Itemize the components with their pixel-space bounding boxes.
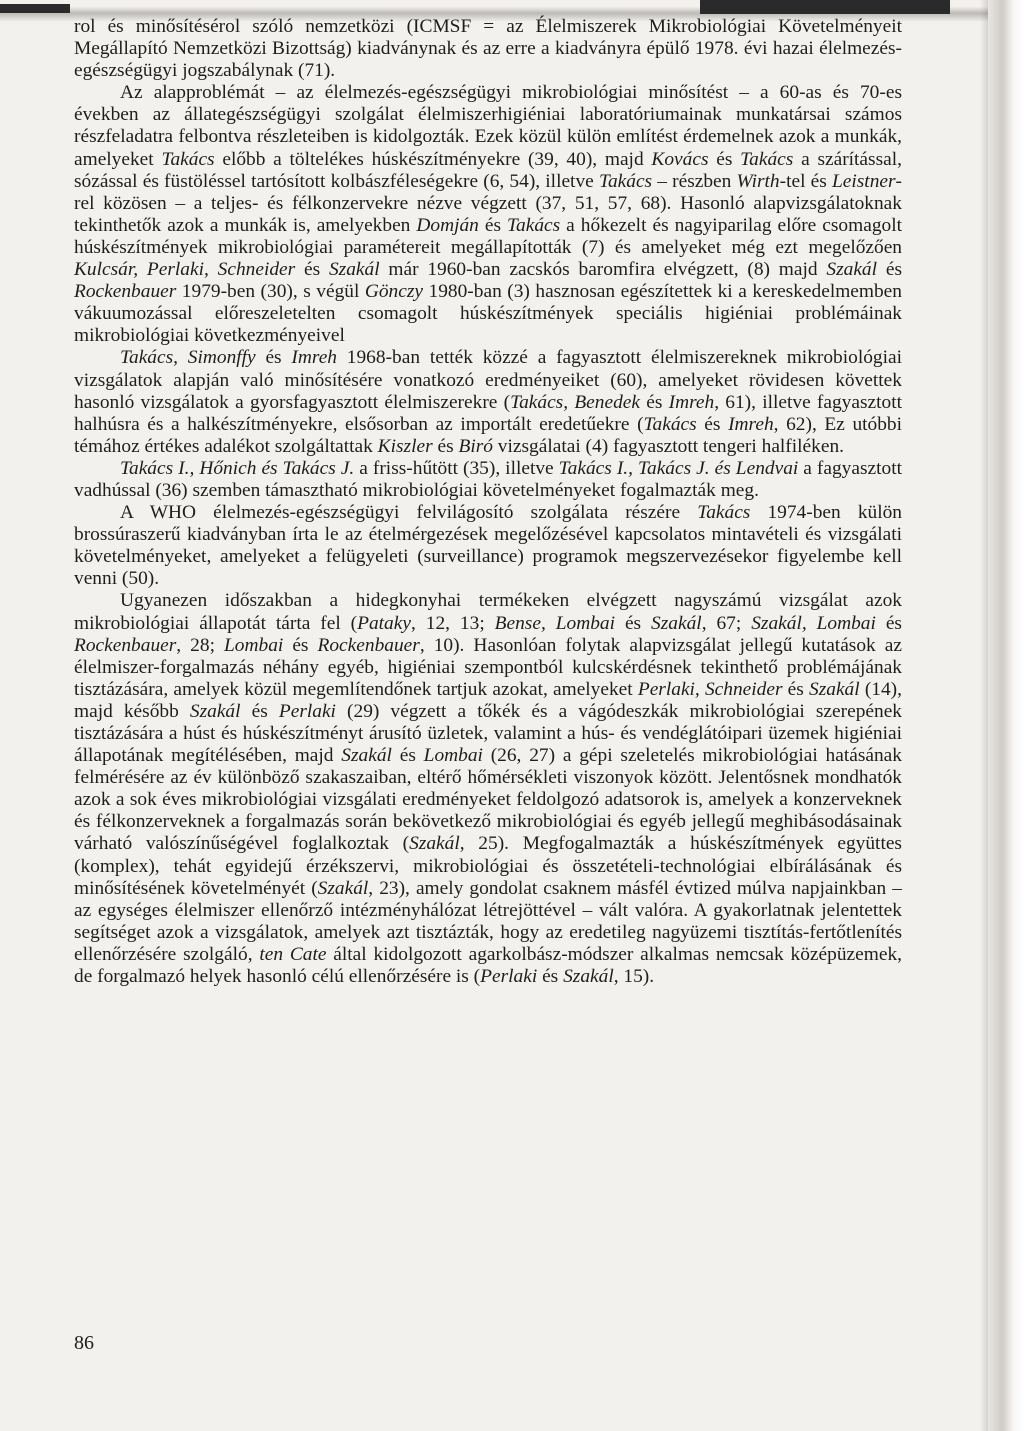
cited-author: Kovács (651, 148, 709, 170)
cited-author: Szakál (328, 259, 380, 281)
cited-author: Domján (416, 214, 479, 236)
cited-author: Lombai (423, 745, 483, 767)
paragraph-4: Takács I., Hőnich és Takács J. a friss-hűtött (35), illetve Takács I., Takács J. és Lendvai a fagyasztott vadhússal (36) szemben támasztható mikrobiológiai követelményeket fogalmazták meg. (74, 457, 902, 501)
cited-author: Takács I., Takács J. és Lendvai (558, 457, 799, 479)
cited-author: Gönczy (364, 281, 424, 303)
cited-author: Takács (697, 502, 751, 524)
cited-author: Perlaki (480, 966, 538, 988)
cited-author: Imreh (291, 347, 337, 369)
cited-author: Szakál (189, 700, 241, 722)
cited-author: Takács, Benedek (510, 391, 640, 413)
cited-author: Szakál (409, 833, 460, 855)
page-binding-edge (988, 0, 1024, 1431)
cited-author: Bense, Lombai (494, 612, 616, 634)
cited-author: Szakál (826, 259, 878, 281)
scan-artifact (700, 0, 950, 14)
paragraph-5: A WHO élelmezés-egészségügyi felvilágosító szolgálata részére Takács 1974-ben külön brossúraszerű kiadványban írta le az ételmérgezések megelőzésével kapcsolatos mintavételi és vizsgálati követelményeket, amelyeket a felügyeleti (surveillance) programok megszervezésekor figyelembe kell venni (50). (74, 502, 902, 590)
paragraph-2: Az alapproblémát – az élelmezés-egészségügyi mikrobiológiai minősítést – a 60-as és 70-es években az állategészségügyi szolgálat élelmiszerhigiéniai laboratóriumainak munkatársai számos részfeladatra felbontva részleteiben is kidolgozták. Ezek közül külön említést érdemelnek azok a munkák, amelyeket Takács előbb a töltelékes húskészítményekre (39, 40), majd Kovács és Takács a szárítással, sózással és füstöléssel tartósított kolbászféleségekre (6, 54), illetve Takács – részben Wirth-tel és Leistner-rel közösen – a teljes- és félkonzervekre nézve végzett (37, 51, 57, 68). Hasonló alapvizsgálatoknak tekinthetők azok a munkák is, amelyekben Domján és Takács a hőkezelt és nagyiparilag előre csomagolt húskészítmények mikrobiológiai paramétereit megállapították (7) és amelyeket még ezt megelőzően Kulcsár, Perlaki, Schneider és Szakál már 1960-ban zacskós baromfira elvégzett, (8) majd Szakál és Rockenbauer 1979-ben (30), s végül Gönczy 1980-ban (3) hasznosan egészítettek ki a kereskedelmemben vákuumozással előreszeletelten csomagolt húskészítmények speciális higiéniai problémáinak mikrobiológiai következményeivel (74, 82, 903, 347)
cited-author: Leistner (831, 170, 896, 192)
cited-author: Lombai (224, 634, 284, 656)
page-number: 86 (74, 1332, 94, 1354)
cited-author: Perlaki (278, 700, 336, 722)
cited-author: Szakál (651, 612, 702, 634)
cited-author: Kulcsár, Perlaki, Schneider (74, 259, 296, 281)
cited-author: Biró (458, 435, 493, 457)
scan-artifact (0, 4, 70, 13)
cited-author: Imreh (728, 413, 774, 435)
cited-author: Takács (598, 170, 653, 192)
cited-author: Perlaki, Schneider (637, 678, 783, 700)
body-text (74, 16, 902, 988)
cited-author: Szakál (317, 877, 369, 899)
cited-author: Pataky (357, 612, 411, 634)
cited-author: Takács (161, 148, 215, 170)
cited-author: Szakál (809, 678, 860, 700)
cited-author: Imreh (668, 391, 715, 413)
cited-author: Takács I., Hőnich és Takács J. (120, 457, 355, 479)
cited-author: Takács (507, 214, 561, 236)
paragraph-3: Takács, Simonffy és Imreh 1968-ban tették közzé a fagyasztott élelmiszereknek mikrobiológiai vizsgálatok alapján való minősítésére vonatkozó eredményeiket (60), amelyeket rövidesen követtek hasonló vizsgálatok a gyorsfagyasztott élelmiszerekre (Takács, Benedek és Imreh, 61), illetve fagyasztott halhúsra és a halkészítményekre, elsősorban az importált eredetűekre (Takács és Imreh, 62), Ez utóbbi témához értékes adalékot szolgáltattak Kiszler és Biró vizsgálatai (4) fagyasztott tengeri halfiléken. (74, 347, 902, 457)
cited-author: Kiszler (377, 435, 433, 457)
cited-author: Takács (643, 413, 697, 435)
paragraph-1: rol és minősítésérol szóló nemzetközi (ICMSF = az Élelmiszerek Mikrobiológiai Követelményeit Megállapító Nemzetközi Bizottság) kiadványnak és az erre a kiadványra épülő 1978. évi hazai élelmezés-egészségügyi jogszabálynak (71). (74, 16, 902, 82)
cited-author: ten Cate (259, 943, 327, 965)
cited-author: Wirth (736, 170, 780, 192)
cited-author: Rockenbauer (74, 634, 177, 656)
cited-author: Szakál (563, 966, 614, 988)
cited-author: Rockenbauer (74, 281, 177, 303)
paragraph-6: Ugyanezen időszakban a hidegkonyhai termékeken elvégzett nagyszámú vizsgálat azok mikrobiológiai állapotát tárta fel (Pataky, 12, 13; Bense, Lombai és Szakál, 67; Szakál, Lombai és Rockenbauer, 28; Lombai és Rockenbauer, 10). Hasonlóan folytak alapvizsgálat jellegű kutatások az élelmiszer-forgalmazás néhány egyéb, higiéniai szempontból kulcskérdésnek tekinthető problémájának tisztázására, amelyek közül megemlítendőnek tartjuk azokat, amelyeket Perlaki, Schneider és Szakál (14), majd később Szakál és Perlaki (29) végzett a tőkék és a vágódeszkák mikrobiológiai szerepének tisztázására a húst és húskészítményt árusító üzletek, valamint a hús- és vendéglátóipari üzemek higiéniai állapotának megítélésében, majd Szakál és Lombai (26, 27) a gépi szeletelés mikrobiológiai hatásának felmérésére az év különböző szakaszaiban, eltérő hőmérsékleti viszonyok között. Jelentősnek mondhatók azok a sok éves mikrobiológiai vizsgálati eredményeket feldolgozó adatsorok is, amelyek a konzerveknek és félkonzerveknek a forgalmazás során bekövetkező mikrobiológiai és egyéb jellegű meghibásodásainak várható valószínűségével foglalkoztak (Szakál, 25). Megfogalmazták a húskészítmények együttes (komplex), tehát egyidejű érzékszervi, mikrobiológiai és összetételi-technológiai elbírálásának és minősítésének követelményét (Szakál, 23), amely gondolat csaknem másfél évtized múlva napjainkban – az egységes élelmiszer ellenőrző intézményhálózat létrejöttével – vált valóra. A gyakorlatnak jelentettek segítséget azok a vizsgálatok, amelyek azt tisztázták, hogy az eredetileg nagyüzemi tisztítás-fertőtlenítés ellenőrzésére szolgáló, ten Cate által kidolgozott agarkolbász-módszer alkalmas nemcsak középüzemek, de forgalmazó helyek hasonló célú ellenőrzésére is (Perlaki és Szakál, 15). (74, 590, 903, 988)
cited-author: Takács (740, 148, 794, 170)
cited-author: Szakál, Lombai (751, 612, 876, 634)
cited-author: Takács, Simonffy (120, 347, 256, 369)
cited-author: Szakál (341, 745, 392, 767)
page-edge-shadow (980, 0, 988, 1431)
cited-author: Rockenbauer (317, 634, 420, 656)
